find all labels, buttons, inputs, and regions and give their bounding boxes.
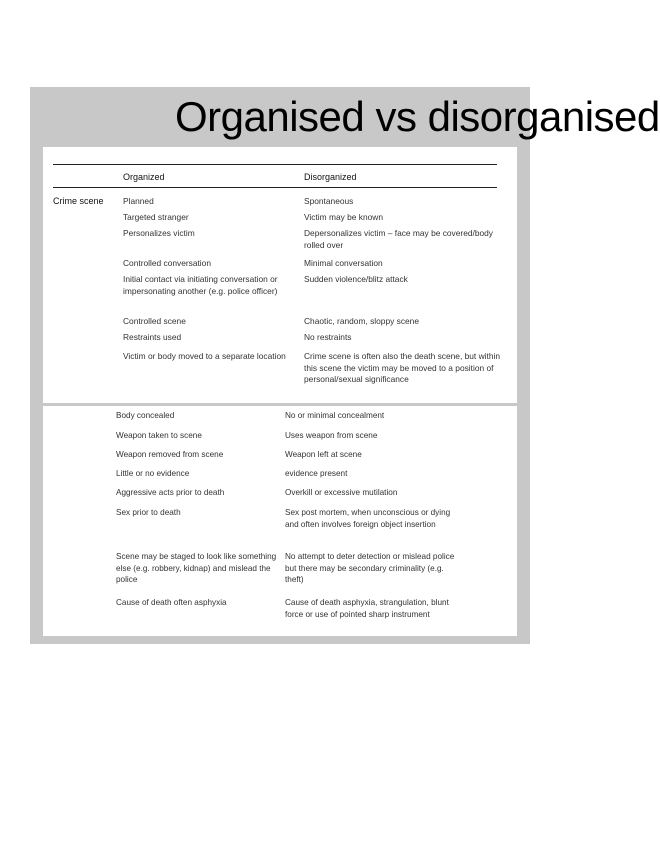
top-row-organized: Restraints used [123,332,182,342]
bottom-row-disorganized: No or minimal concealment [285,411,385,420]
top-row-organized: Personalizes victim [123,228,195,238]
bottom-row-disorganized: Uses weapon from scene [285,431,378,440]
bottom-row-organized: Little or no evidence [116,469,190,478]
slide-title: Organised vs disorganised [175,93,660,140]
top-row-disorganized: Crime scene is often also the death scene, but within this scene the victim may be moved to a position of personal/sexual significance [304,351,500,384]
bottom-row-disorganized: Overkill or excessive mutilation [285,488,398,497]
table-header-rule [53,187,497,188]
top-row-disorganized: Depersonalizes victim – face may be covered/body rolled over [304,228,493,250]
bottom-row-disorganized: No attempt to deter detection or mislead police but there may be secondary criminality (e.g. theft) [285,552,455,584]
top-row-organized: Targeted stranger [123,212,189,222]
bottom-row-disorganized: evidence present [285,469,348,478]
top-row-disorganized: Sudden violence/blitz attack [304,274,408,284]
bottom-row-organized: Cause of death often asphyxia [116,598,227,607]
bottom-row-disorganized: Sex post mortem, when unconscious or dying and often involves foreign object insertion [285,508,451,529]
header-organized: Organized [123,172,165,182]
bottom-row-organized: Body concealed [116,411,175,420]
top-row-organized: Planned [123,196,154,206]
top-row-disorganized: Spontaneous [304,196,354,206]
table-top-rule [53,164,497,165]
bottom-row-organized: Scene may be staged to look like something else (e.g. robbery, kidnap) and mislead the police [116,552,277,584]
bottom-row-organized: Aggressive acts prior to death [116,488,225,497]
bottom-row-organized: Sex prior to death [116,508,181,517]
top-row-disorganized: Minimal conversation [304,258,383,268]
header-disorganized: Disorganized [304,172,357,182]
bottom-row-disorganized: Weapon left at scene [285,450,362,459]
top-row-disorganized: Victim may be known [304,212,383,222]
top-row-organized: Controlled conversation [123,258,211,268]
bottom-row-organized: Weapon removed from scene [116,450,224,459]
table-bottom-section [43,406,517,636]
top-row-disorganized: Chaotic, random, sloppy scene [304,316,419,326]
top-row-organized: Victim or body moved to a separate location [123,351,286,361]
top-row-disorganized: No restraints [304,332,352,342]
slide [30,87,660,644]
top-row-organized: Controlled scene [123,316,186,326]
table-top-section [43,147,517,403]
bottom-row-organized: Weapon taken to scene [116,431,202,440]
row-label-crime-scene: Crime scene [53,196,104,206]
bottom-row-disorganized: Cause of death asphyxia, strangulation, blunt force or use of pointed sharp instrument [285,598,449,619]
top-row-organized: Initial contact via initiating conversation or impersonating another (e.g. police officer) [123,274,278,296]
